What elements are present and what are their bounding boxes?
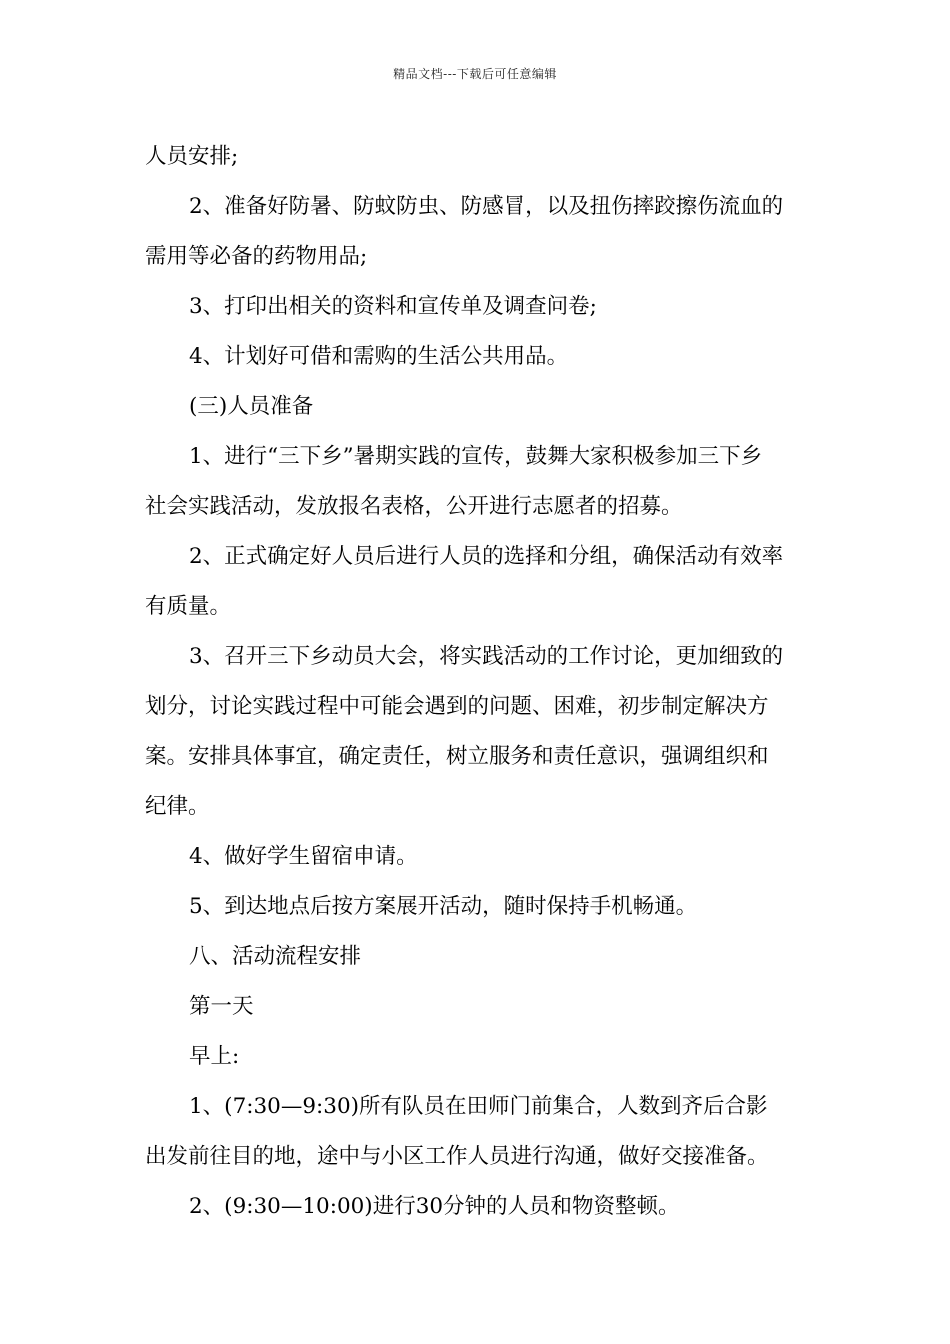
section-heading: (三)人员准备 <box>189 394 314 419</box>
paragraph-line: 人员安排; <box>145 144 239 169</box>
page-header: 精品文档---下载后可任意编辑 <box>393 67 557 81</box>
section-heading: 八、活动流程安排 <box>189 944 362 969</box>
paragraph-line: 3、打印出相关的资料和宣传单及调查问卷; <box>189 294 597 319</box>
paragraph-line: 划分，讨论实践过程中可能会遇到的问题、困难，初步制定解决方 <box>145 694 769 719</box>
paragraph-line: 2、准备好防暑、防蚊防虫、防感冒，以及扭伤摔跤擦伤流血的 <box>189 194 784 219</box>
paragraph-line: 3、召开三下乡动员大会，将实践活动的工作讨论，更加细致的 <box>189 644 784 669</box>
day-heading: 第一天 <box>189 994 254 1019</box>
paragraph-line: 2、(9:30—10:00)进行30分钟的人员和物资整顿。 <box>189 1194 680 1219</box>
paragraph-line: 2、正式确定好人员后进行人员的选择和分组，确保活动有效率 <box>189 544 784 569</box>
document-body <box>145 132 810 1232</box>
paragraph-line: 纪律。 <box>145 794 210 819</box>
paragraph-line: 出发前往目的地，途中与小区工作人员进行沟通，做好交接准备。 <box>145 1144 769 1169</box>
paragraph-line: 5、到达地点后按方案展开活动，随时保持手机畅通。 <box>189 894 698 919</box>
paragraph-line: 1、(7:30—9:30)所有队员在田师门前集合，人数到齐后合影 <box>189 1094 768 1119</box>
paragraph-line: 需用等必备的药物用品; <box>145 244 368 269</box>
paragraph-line: 4、做好学生留宿申请。 <box>189 844 418 869</box>
time-heading: 早上: <box>189 1044 240 1069</box>
paragraph-line: 有质量。 <box>145 594 232 619</box>
paragraph-line: 案。安排具体事宜，确定责任，树立服务和责任意识，强调组织和 <box>145 744 769 769</box>
paragraph-line: 4、计划好可借和需购的生活公共用品。 <box>189 344 569 369</box>
paragraph-line: 社会实践活动，发放报名表格，公开进行志愿者的招募。 <box>145 494 683 519</box>
paragraph-line: 1、进行“三下乡”暑期实践的宣传，鼓舞大家积极参加三下乡 <box>189 444 763 469</box>
